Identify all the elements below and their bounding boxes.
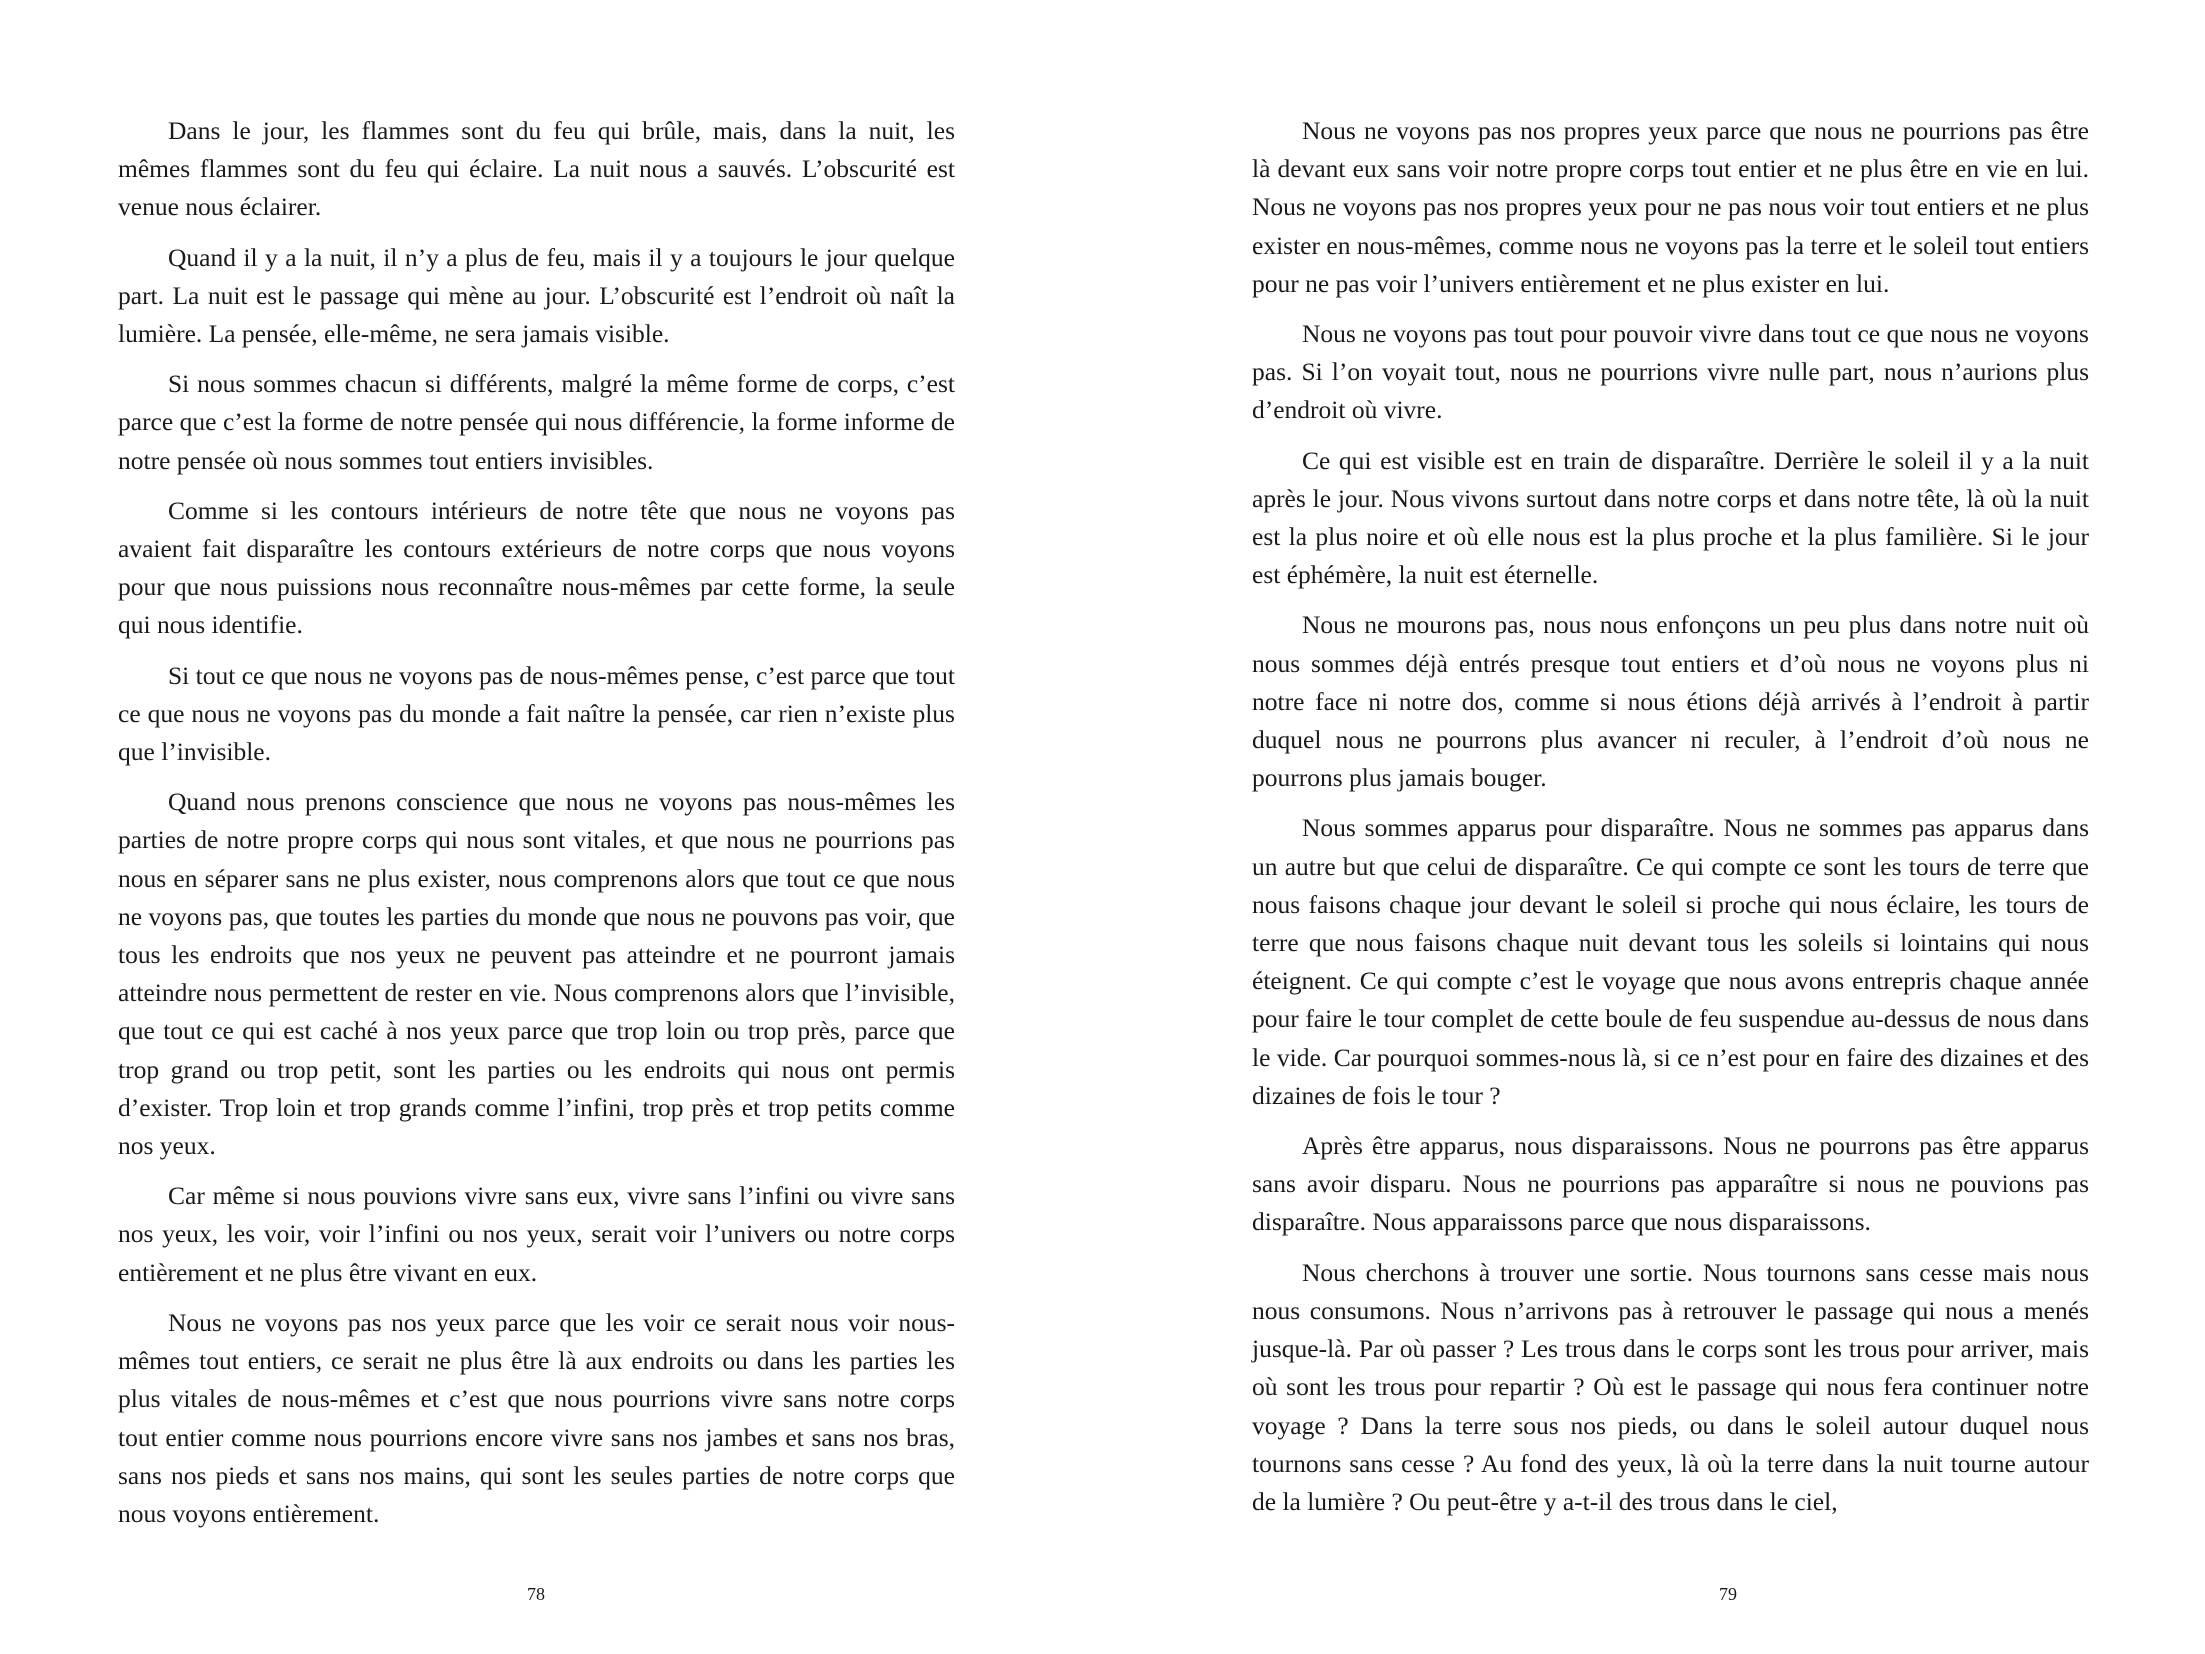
paragraph: Nous ne voyons pas nos propres yeux parce que nous ne pourrions pas être là devant eux sans voir notre propre corps tout entier et ne plus être en vie en lui. Nous ne voyons pas nos propres yeux pour ne pas nous voir tout entiers et ne plus exister en nous-mêmes, comme nous ne voyons pas la terre et le soleil tout entiers pour ne pas voir l’univers entièrement et ne plus exister en lui.	[1252, 116, 2089, 298]
paragraph: Nous ne voyons pas nos yeux parce que les voir ce serait nous voir nous-mêmes tout entiers, ce serait ne plus être là aux endroits ou dans les parties les plus vitales de nous-mêmes et c’est que nous pourrions vivre sans notre corps tout entier comme nous pourrions encore vivre sans nos jambes et sans nos bras, sans nos pieds et sans nos mains, qui sont les seules parties de notre corps que nous voyons entièrement.	[118, 1307, 955, 1528]
right-page-text	[1252, 112, 2089, 1533]
paragraph: Dans le jour, les flammes sont du feu qui brûle, mais, dans la nuit, les mêmes flammes sont du feu qui éclaire. La nuit nous a sauvés. L’obscurité est venue nous éclairer.	[118, 116, 955, 222]
left-page-text	[118, 112, 955, 1545]
paragraph: Si nous sommes chacun si différents, malgré la même forme de corps, c’est parce que c’est la forme de notre pensée qui nous différencie, la forme informe de notre pensée où nous sommes tout entiers invisibles.	[118, 369, 955, 475]
paragraph: Comme si les contours intérieurs de notre tête que nous ne voyons pas avaient fait disparaître les contours extérieurs de notre corps que nous voyons pour que nous puissions nous reconnaître nous-mêmes par cette forme, la seule qui nous identifie.	[118, 495, 955, 640]
page-number-right: 79	[1719, 1584, 1737, 1604]
paragraph: Quand nous prenons conscience que nous ne voyons pas nous-mêmes les parties de notre propre corps qui nous sont vitales, et que nous ne pourrions pas nous en séparer sans ne plus exister, nous comprenons alors que tout ce que nous ne voyons pas, que toutes les parties du monde que nous ne pouvons pas voir, que tous les endroits que nos yeux ne peuvent pas atteindre et ne pourront jamais atteindre nous permettent de rester en vie. Nous comprenons alors que l’invisible, que tout ce qui est caché à nos yeux parce que trop loin ou trop près, parce que trop grand ou trop petit, sont les parties ou les endroits qui nous ont permis d’exister. Trop loin et trop grands comme l’infini, trop près et trop petits comme nos yeux.	[118, 787, 955, 1161]
paragraph: Nous sommes apparus pour disparaître. Nous ne sommes pas apparus dans un autre but que celui de disparaître. Ce qui compte ce sont les tours de terre que nous faisons chaque jour devant le soleil si proche qui nous éclaire, les tours de terre que nous faisons chaque nuit devant tous les soleils si lointains qui nous éteignent. Ce qui compte c’est le voyage que nous avons entrepris chaque année pour faire le tour complet de cette boule de feu suspendue au-dessus de nous dans le vide. Car pourquoi sommes-nous là, si ce n’est pour en faire des dizaines et des dizaines de fois le tour ?	[1252, 813, 2089, 1110]
paragraph: Nous ne mourons pas, nous nous enfonçons un peu plus dans notre nuit où nous sommes déjà entrés presque tout entiers et d’où nous ne voyons plus ni notre face ni notre dos, comme si nous étions déjà arrivés à l’endroit à partir duquel nous ne pourrons plus avancer ni reculer, à l’endroit d’où nous ne pourrons plus jamais bouger.	[1252, 610, 2089, 793]
left-page	[0, 0, 1102, 1654]
right-page	[1102, 0, 2205, 1654]
paragraph: Nous cherchons à trouver une sortie. Nous tournons sans cesse mais nous nous consumons. Nous n’arrivons pas à retrouver le passage qui nous a menés jusque-là. Par où passer ? Les trous dans le corps sont les trous pour arriver, mais où sont les trous pour repartir ? Où est le passage qui nous fera continuer notre voyage ? Dans la terre sous nos pieds, ou dans le soleil autour duquel nous tournons sans cesse ? Au fond des yeux, là où la terre dans la nuit tourne autour de la lumière ? Ou peut-être y a-t-il des trous dans le ciel,	[1252, 1257, 2089, 1516]
paragraph: Car même si nous pouvions vivre sans eux, vivre sans l’infini ou vivre sans nos yeux, les voir, voir l’infini ou nos yeux, serait voir l’univers ou notre corps entièrement et ne plus être vivant en eux.	[118, 1181, 955, 1287]
page-number-left: 78	[527, 1584, 545, 1604]
paragraph: Après être apparus, nous disparaissons. Nous ne pourrons pas être apparus sans avoir disparu. Nous ne pourrions pas apparaître si nous ne pouvions pas disparaître. Nous apparaissons parce que nous disparaissons.	[1252, 1131, 2089, 1237]
paragraph: Quand il y a la nuit, il n’y a plus de feu, mais il y a toujours le jour quelque part. La nuit est le passage qui mène au jour. L’obscurité est l’endroit où naît la lumière. La pensée, elle-même, ne sera jamais visible.	[118, 242, 955, 349]
paragraph: Si tout ce que nous ne voyons pas de nous-mêmes pense, c’est parce que tout ce que nous ne voyons pas du monde a fait naître la pensée, car rien n’existe plus que l’invisible.	[118, 660, 955, 767]
paragraph: Nous ne voyons pas tout pour pouvoir vivre dans tout ce que nous ne voyons pas. Si l’on voyait tout, nous ne pourrions vivre nulle part, nous n’aurions plus d’endroit où vivre.	[1252, 319, 2089, 425]
paragraph: Ce qui est visible est en train de disparaître. Derrière le soleil il y a la nuit après le jour. Nous vivons surtout dans notre corps et dans notre tête, là où la nuit est la plus noire et où elle nous est la plus proche et la plus familière. Si le jour est éphémère, la nuit est éternelle.	[1252, 445, 2089, 590]
